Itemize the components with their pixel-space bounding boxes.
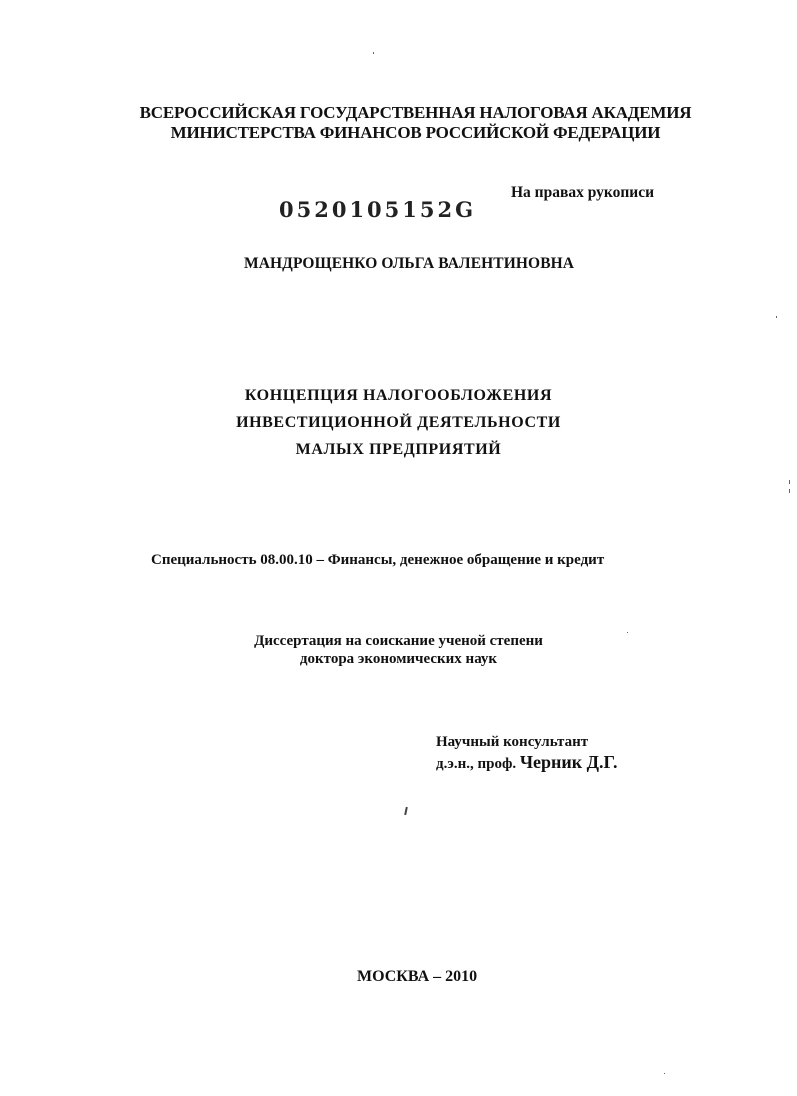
consultant-name: Черник Д.Г. (519, 752, 618, 772)
degree-statement-line-2: доктора экономических наук (299, 651, 498, 667)
scan-speck (789, 480, 790, 484)
scan-speck (776, 316, 777, 318)
scan-speck (404, 807, 408, 815)
organization-name-line-2: МИНИСТЕРСТВА ФИНАНСОВ РОССИЙСКОЙ ФЕДЕРАЦИИ (170, 123, 661, 142)
dissertation-title-line-3: МАЛЫХ ПРЕДПРИЯТИЙ (295, 441, 502, 458)
author-name: МАНДРОЩЕНКО ОЛЬГА ВАЛЕНТИНОВНА (244, 255, 575, 272)
dissertation-title-line-1: КОНЦЕПЦИЯ НАЛОГООБЛОЖЕНИЯ (244, 387, 553, 404)
scan-speck (664, 1073, 665, 1074)
scan-speck (373, 52, 374, 54)
specialty-line: Специальность 08.00.10 – Финансы, денежное обращение и кредит (151, 552, 605, 568)
consultant-credentials: д.э.н., проф. (436, 756, 520, 772)
dissertation-title-line-2: ИНВЕСТИЦИОННОЙ ДЕЯТЕЛЬНОСТИ (236, 414, 561, 431)
scan-speck (789, 489, 790, 493)
registry-number-stamp: 0520105152G (279, 197, 477, 222)
scan-speck (627, 632, 628, 633)
city-and-year: МОСКВА – 2010 (357, 968, 478, 985)
consultant-label: Научный консультант (436, 734, 589, 750)
rights-note: На правах рукописи (511, 184, 655, 201)
organization-name-line-1: ВСЕРОССИЙСКАЯ ГОСУДАРСТВЕННАЯ НАЛОГОВАЯ АКАДЕМИЯ (139, 103, 692, 122)
consultant-info (436, 752, 617, 773)
degree-statement-line-1: Диссертация на соискание ученой степени (254, 633, 543, 649)
